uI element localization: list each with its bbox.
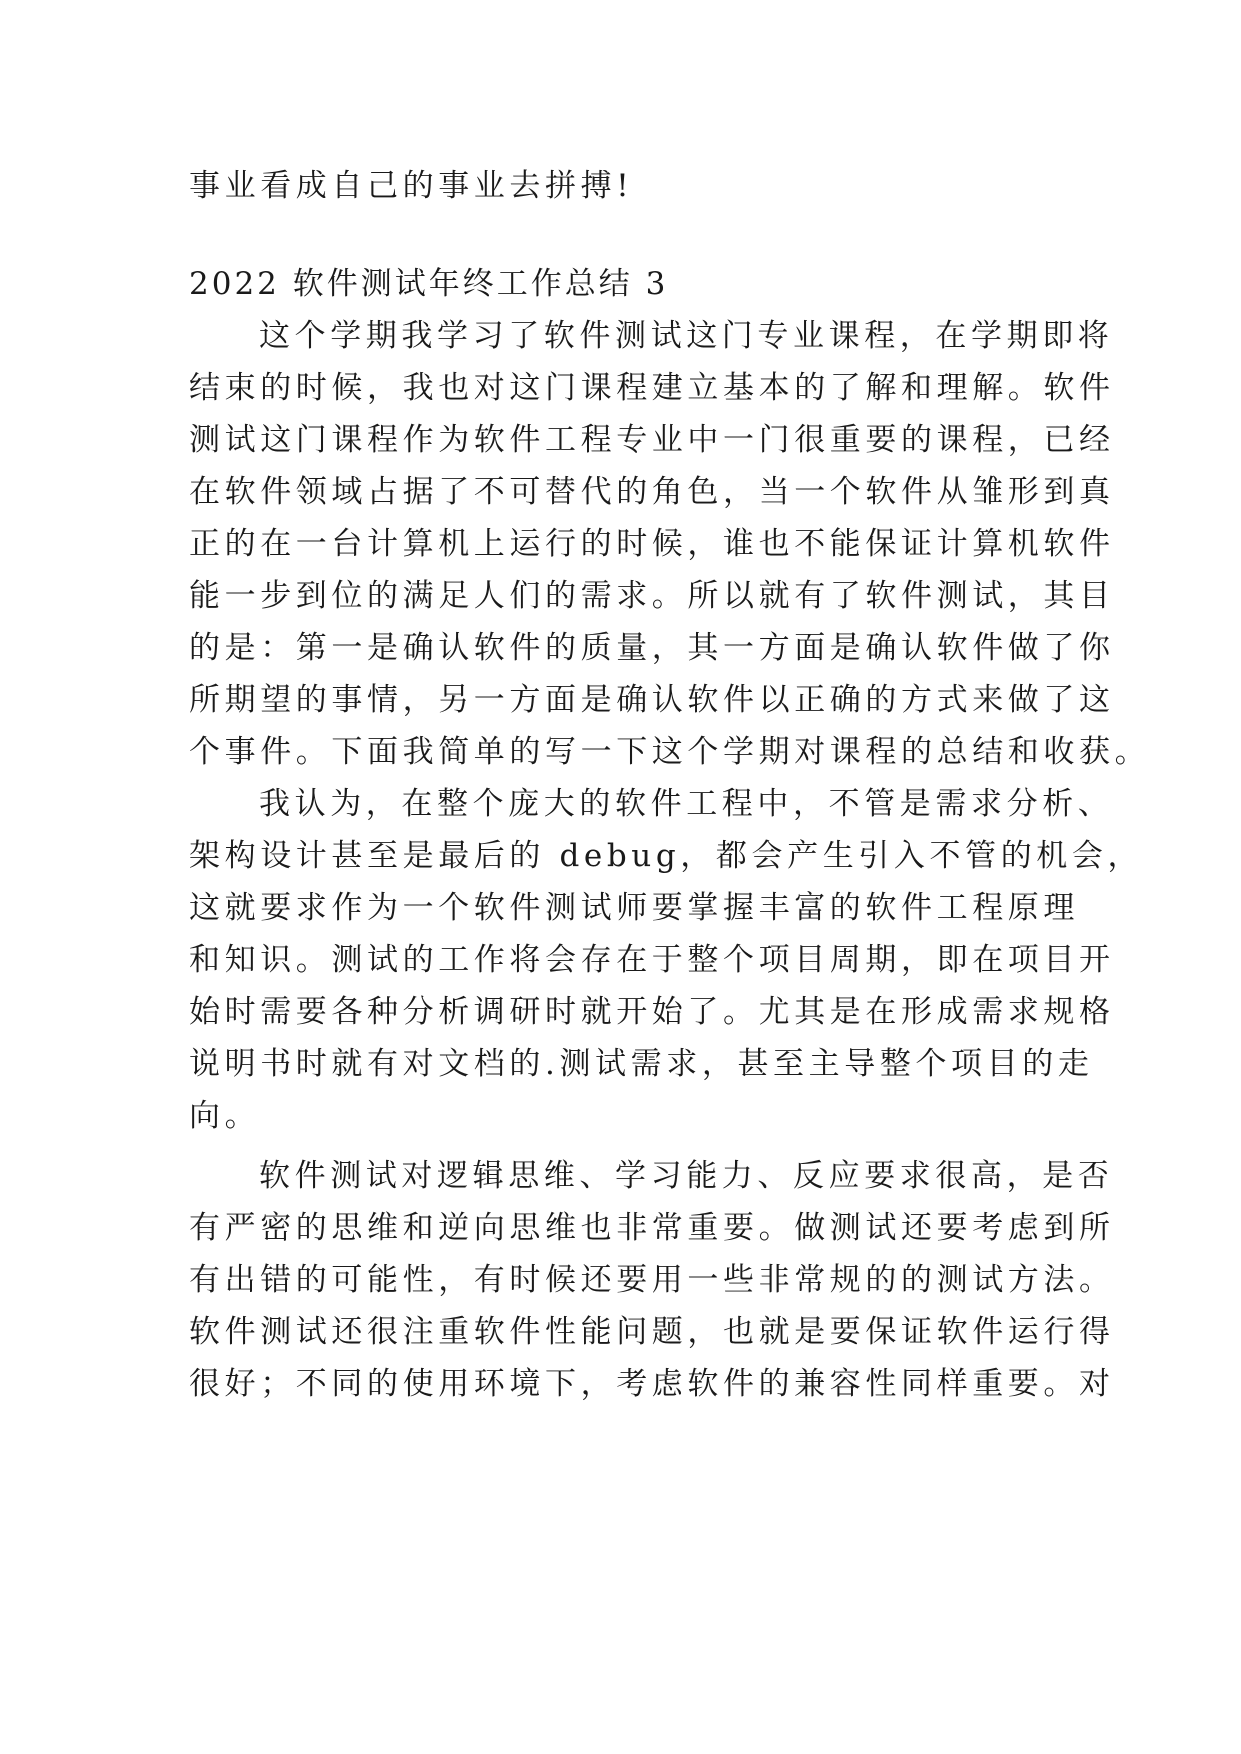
paragraph-3-line-5: 很好；不同的使用环境下，考虑软件的兼容性同样重要。对 [189, 1366, 1115, 1402]
paragraph-2-line-3: 这就要求作为一个软件测试师要掌握丰富的软件工程原理 [189, 890, 1079, 926]
paragraph-3-line-3: 有出错的可能性，有时候还要用一些非常规的的测试方法。 [189, 1262, 1115, 1298]
paragraph-1-line-2: 结束的时候，我也对这门课程建立基本的了解和理解。软件 [189, 370, 1115, 406]
paragraph-1-line-4: 在软件领域占据了不可替代的角色，当一个软件从雏形到真 [189, 474, 1115, 510]
paragraph-1-line-6: 能一步到位的满足人们的需求。所以就有了软件测试，其目 [189, 578, 1115, 614]
paragraph-1-line-8: 所期望的事情，另一方面是确认软件以正确的方式来做了这 [189, 682, 1115, 718]
paragraph-1-line-7: 的是：第一是确认软件的质量，其一方面是确认软件做了你 [189, 630, 1115, 666]
paragraph-3-line-2: 有严密的思维和逆向思维也非常重要。做测试还要考虑到所 [189, 1210, 1115, 1246]
paragraph-3-line-1: 软件测试对逻辑思维、学习能力、反应要求很高，是否 [259, 1158, 1114, 1194]
section-heading: 2022 软件测试年终工作总结 3 [189, 266, 669, 302]
paragraph-2-line-5: 始时需要各种分析调研时就开始了。尤其是在形成需求规格 [189, 994, 1115, 1030]
paragraph-3-line-4: 软件测试还很注重软件性能问题，也就是要保证软件运行得 [189, 1314, 1115, 1350]
paragraph-line-closing: 事业看成自己的事业去拼搏! [189, 168, 634, 204]
paragraph-1-line-5: 正的在一台计算机上运行的时候，谁也不能保证计算机软件 [189, 526, 1115, 562]
paragraph-1-line-3: 测试这门课程作为软件工程专业中一门很重要的课程，已经 [189, 422, 1115, 458]
paragraph-1-line-9: 个事件。下面我简单的写一下这个学期对课程的总结和收获。 [189, 734, 1151, 770]
paragraph-2-line-6: 说明书时就有对文档的.测试需求，甚至主导整个项目的走 [189, 1046, 1094, 1082]
paragraph-2-line-7: 向。 [189, 1098, 261, 1134]
paragraph-2-line-2: 架构设计甚至是最后的 debug，都会产生引入不管的机会， [189, 838, 1144, 874]
paragraph-1-line-1: 这个学期我学习了软件测试这门专业课程，在学期即将 [259, 318, 1114, 354]
paragraph-2-line-1: 我认为，在整个庞大的软件工程中，不管是需求分析、 [259, 786, 1114, 822]
paragraph-2-line-4: 和知识。测试的工作将会存在于整个项目周期，即在项目开 [189, 942, 1115, 978]
